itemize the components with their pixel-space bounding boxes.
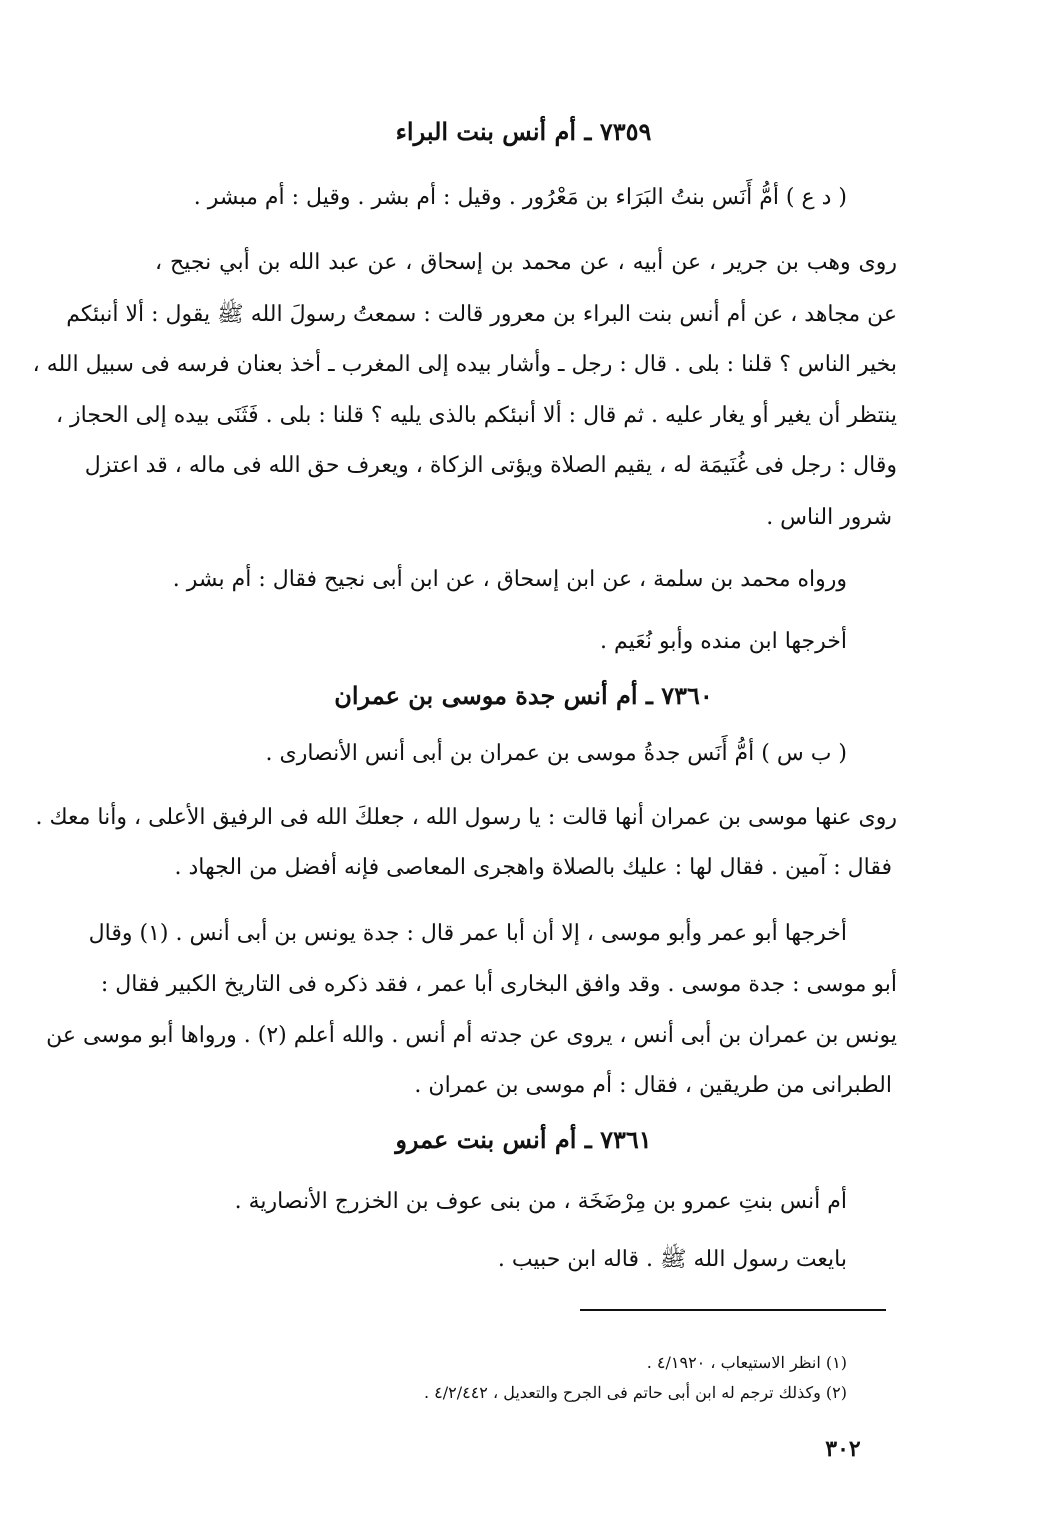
text-line: روى وهب بن جرير ، عن أبيه ، عن محمد بن إسحاق ، عن عبد الله بن أبي نجيح ، (155, 250, 897, 275)
entry-heading: ٧٣٥٩ ـ أم أنس بنت البراء (395, 117, 652, 146)
text-line: أبو موسى : جدة موسى . وقد وافق البخارى أبا عمر ، فقد ذكره فى التاريخ الكبير فقال : (100, 972, 897, 997)
text-line: بخير الناس ؟ قلنا : بلى . قال : رجل ـ وأشار بيده إلى المغرب ـ أخذ بعنان فرسه فى سبيل الله ، (32, 352, 897, 377)
text-line: أخرجها ابن منده وأبو نُعَيم . (600, 629, 847, 654)
page-number: ٣٠٢ (825, 1436, 861, 1462)
entry-intro: أم أنس بنتِ عمرو بن مِرْضَخَة ، من بنى عوف بن الخزرج الأنصارية . (234, 1189, 847, 1214)
footnote-1: (١) انظر الاستيعاب ، ٤/١٩٢٠ . (646, 1353, 847, 1372)
text-line: ينتظر أن يغير أو يغار عليه . ثم قال : ألا أنبئكم بالذى يليه ؟ قلنا : بلى . فَثَنَى بيده إلى الحجاز ، (55, 403, 897, 428)
text-line: عن مجاهد ، عن أم أنس بنت البراء بن معرور قالت : سمعتُ رسولَ الله ﷺ يقول : ألا أنبئكم (66, 302, 897, 327)
footnote-rule (580, 1309, 886, 1311)
text-line: فقال : آمين . فقال لها : عليك بالصلاة واهجرى المعاصى فإنه أفضل من الجهاد . (174, 855, 892, 880)
text-line: يونس بن عمران بن أبى أنس ، يروى عن جدته أم أنس . والله أعلم (٢) . ورواها أبو موسى عن (46, 1023, 897, 1048)
entry-heading: ٧٣٦١ ـ أم أنس بنت عمرو (395, 1125, 652, 1154)
text-line: وقال : رجل فى غُنَيمَة له ، يقيم الصلاة ويؤتى الزكاة ، ويعرف حق الله فى ماله ، قد اعتزل (84, 453, 897, 478)
entry-intro: ( ب س ) أمُّ أَنَس جدةُ موسى بن عمران بن أبى أنس الأنصارى . (265, 741, 847, 766)
text-line: الطبرانى من طريقين ، فقال : أم موسى بن عمران . (414, 1073, 892, 1098)
entry-intro: ( د ع ) أمُّ أَنَس بنتُ البَرَاء بن مَعْرُور . وقيل : أم بشر . وقيل : أم مبشر . (193, 185, 847, 210)
text-line: بايعت رسول الله ﷺ . قاله ابن حبيب . (497, 1247, 847, 1272)
text-line: روى عنها موسى بن عمران أنها قالت : يا رسول الله ، جعلكَ الله فى الرفيق الأعلى ، وأنا معك . (35, 805, 897, 830)
footnote-2: (٢) وكذلك ترجم له ابن أبى حاتم فى الجرح والتعديل ، ٤/٢/٤٤٢ . (423, 1383, 847, 1402)
text-line: ورواه محمد بن سلمة ، عن ابن إسحاق ، عن ابن أبى نجيح فقال : أم بشر . (172, 567, 847, 592)
text-line: أخرجها أبو عمر وأبو موسى ، إلا أن أبا عمر قال : جدة يونس بن أبى أنس . (١) وقال (88, 921, 847, 946)
text-line: شرور الناس . (766, 505, 892, 530)
entry-heading: ٧٣٦٠ ـ أم أنس جدة موسى بن عمران (334, 681, 713, 710)
